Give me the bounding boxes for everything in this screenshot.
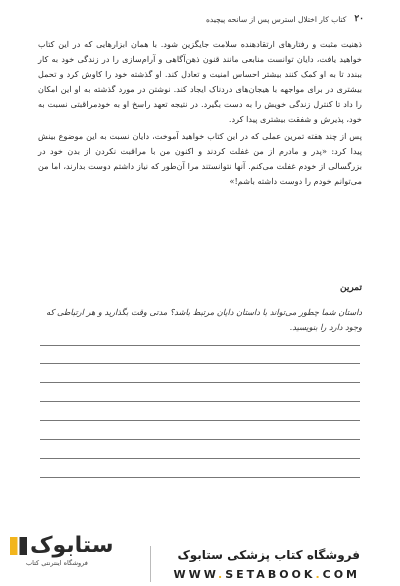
exercise-heading: تمرین xyxy=(339,283,362,293)
writing-line[interactable] xyxy=(40,439,360,440)
footer-divider xyxy=(150,546,151,582)
store-title: فروشگاه کتاب پزشکی ستابوک xyxy=(177,548,360,562)
store-footer xyxy=(0,520,400,586)
writing-line[interactable] xyxy=(40,363,360,364)
writing-line[interactable] xyxy=(40,401,360,402)
url-dot: . xyxy=(315,568,323,581)
paragraph-1: ذهنیت مثبت و رفتارهای ارتقادهنده سلامت جایگزین شود. با همان ابزارهایی که در این کتاب خواهید یافت، دایان توانست منابعی مانند قنون ذهن‌آگاهی و آرام‌سازی را در زندگی خود به کار ببندد تا به او کمک کنند بیشتر احساس امنیت و تعادل کند. او گذشته خود را کاوش کرد و تحمل بیشتری در برای مواجهه با هیجان‌های دردناک ایجاد کند. نوشتن در مورد گذشته به او این امکان را داد تا کنترل زندگی خویش را به دست بگیرد. در نتیجه تعهد راسخ او به خودمراقبتی نسبت به خود، پذیرش و شفقت بیشتری پیدا کرد. xyxy=(38,39,362,124)
writing-line[interactable] xyxy=(40,458,360,459)
url-dot: . xyxy=(218,568,226,581)
store-url[interactable] xyxy=(174,568,360,581)
url-part: WWW xyxy=(173,568,219,581)
writing-line[interactable] xyxy=(40,382,360,383)
writing-line[interactable] xyxy=(40,345,360,346)
paragraph-2: پس از چند هفته تمرین عملی که در این کتاب خواهید آموخت، دایان نسبت به این موضوع بینش پیدا کرد: «پدر و مادرم از من غفلت کردند و اکنون من با مراقبت نکردن از بدن خود در بزرگسالی از خودم غفلت می‌کنم. آنها نتوانستند مرا آن‌طور که نیاز داشتم دوست بدارند، اما من می‌توانم خودم را دوست داشته باشم!» xyxy=(38,131,362,187)
writing-lines xyxy=(40,345,360,495)
url-part: SETABOOK xyxy=(225,568,316,581)
setabook-logo[interactable] xyxy=(8,526,128,574)
writing-line[interactable] xyxy=(40,477,360,478)
running-title: کتاب کار اختلال استرس پس از سانحه پیچیده xyxy=(205,14,347,24)
logo-text: ستابوک xyxy=(30,533,114,558)
logo-subtitle: فروشگاه اینترنتی کتاب xyxy=(26,559,88,567)
body-text xyxy=(38,37,362,189)
writing-line[interactable] xyxy=(40,420,360,421)
logo-mark xyxy=(8,533,113,558)
url-part: COM xyxy=(322,568,360,581)
exercise-prompt: داستان شما چطور می‌تواند با داستان دایان مرتبط باشد؟ مدتی وقت بگذارید و هر ارتباطی که وجود دارد را بنویسید. xyxy=(46,307,362,332)
running-header xyxy=(40,12,364,26)
page-number: ۲۰ xyxy=(354,14,364,24)
book-icon xyxy=(8,534,30,558)
